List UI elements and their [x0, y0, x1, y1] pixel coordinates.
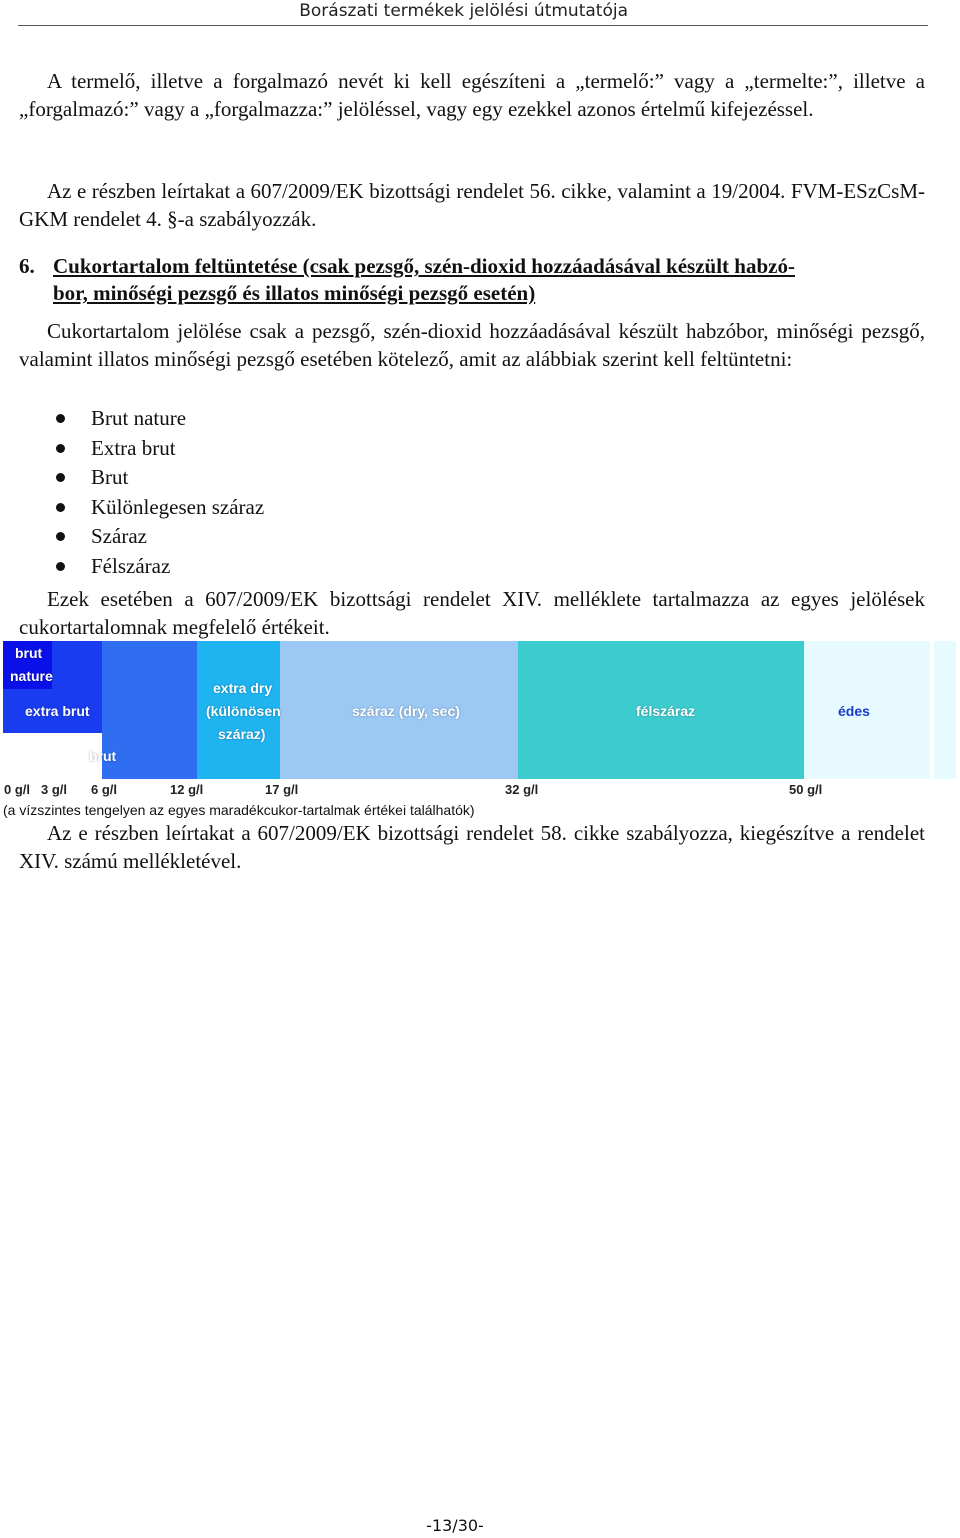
paragraph-regulation-58-text: Az e részben leírtakat a 607/2009/EK bizottsági rendelet 58. cikke szabályozza, kiegészítve a rendelet XIV. számú mellékletével.	[19, 821, 925, 873]
label-extra-dry-3: száraz)	[218, 726, 266, 742]
list-item: Extra brut	[19, 434, 264, 464]
page-number: -13/30-	[426, 1516, 484, 1535]
tick-label: 50 g/l	[789, 782, 823, 797]
label-brut: brut	[89, 748, 117, 764]
label-felszaraz: félszáraz	[636, 703, 696, 719]
label-brut-nature-1: brut	[15, 645, 43, 661]
paragraph-regulation-58	[19, 820, 925, 875]
running-header	[18, 0, 928, 26]
section-heading	[19, 253, 925, 307]
segment-edes-edge	[934, 641, 956, 779]
label-brut-nature-2: nature	[10, 668, 53, 684]
tick-label: 32 g/l	[505, 782, 539, 797]
paragraph-regulation-56-text: Az e részben leírtakat a 607/2009/EK bizottsági rendelet 56. cikke, valamint a 19/2004. FVM-ESzCsM-GKM rendelet 4. §-a szabályozzák.	[19, 179, 925, 231]
list-item: Brut nature	[19, 404, 264, 434]
paragraph-regulation-56	[19, 178, 925, 233]
section-title-line2: bor, minőségi pezsgő és illatos minőségi pezsgő esetén)	[53, 281, 536, 305]
list-item: Különlegesen száraz	[19, 493, 264, 523]
tick-label: 6 g/l	[91, 782, 118, 797]
paragraph-sugar-labeling	[19, 318, 925, 373]
tick-label: 17 g/l	[265, 782, 299, 797]
header-title: Borászati termékek jelölési útmutatója	[299, 1, 628, 21]
label-extra-dry-1: extra dry	[213, 680, 273, 696]
paragraph-sugar-labeling-text: Cukortartalom jelölése csak a pezsgő, szén-dioxid hozzáadásával készült habzóbor, minőségi pezsgő, valamint illatos minőségi pezsgő esetében kötelező, amit az alábbiak szerint kell feltüntetni:	[19, 319, 925, 371]
tick-label: 3 g/l	[41, 782, 68, 797]
tick-label: 12 g/l	[170, 782, 204, 797]
label-edes: édes	[838, 703, 870, 719]
sugar-category-list	[19, 404, 264, 581]
label-extra-brut: extra brut	[25, 703, 90, 719]
scale-caption: (a vízszintes tengelyen az egyes maradékcukor-tartalmak értékei találhatók)	[3, 802, 475, 818]
label-extra-dry-2: (különösen	[206, 703, 281, 719]
list-item: Félszáraz	[19, 552, 264, 582]
segment-brut	[102, 641, 197, 779]
list-item: Brut	[19, 463, 264, 493]
paragraph-producer-text: A termelő, illetve a forgalmazó nevét ki kell egészíteni a „termelő:” vagy a „termelte:”, illetve a „forgalmazó:” vagy a „forgalmazza:” jelöléssel, vagy egy ezekkel azonos értelmű kifejezéssel.	[19, 69, 925, 121]
section-title-line1: Cukortartalom feltüntetése (csak pezsgő, szén-dioxid hozzáadásával készült habzó-	[53, 254, 795, 278]
paragraph-producer	[19, 68, 925, 123]
section-number: 6.	[19, 254, 35, 278]
paragraph-annex-xiv-text: Ezek esetében a 607/2009/EK bizottsági rendelet XIV. melléklete tartalmazza az egyes jelölések cukortartalomnak megfelelő értékeit.	[19, 587, 925, 639]
tick-label: 0 g/l	[4, 782, 31, 797]
label-szaraz: száraz (dry, sec)	[352, 703, 460, 719]
sugar-content-scale	[0, 641, 960, 801]
list-item: Száraz	[19, 522, 264, 552]
paragraph-annex-xiv	[19, 586, 925, 641]
